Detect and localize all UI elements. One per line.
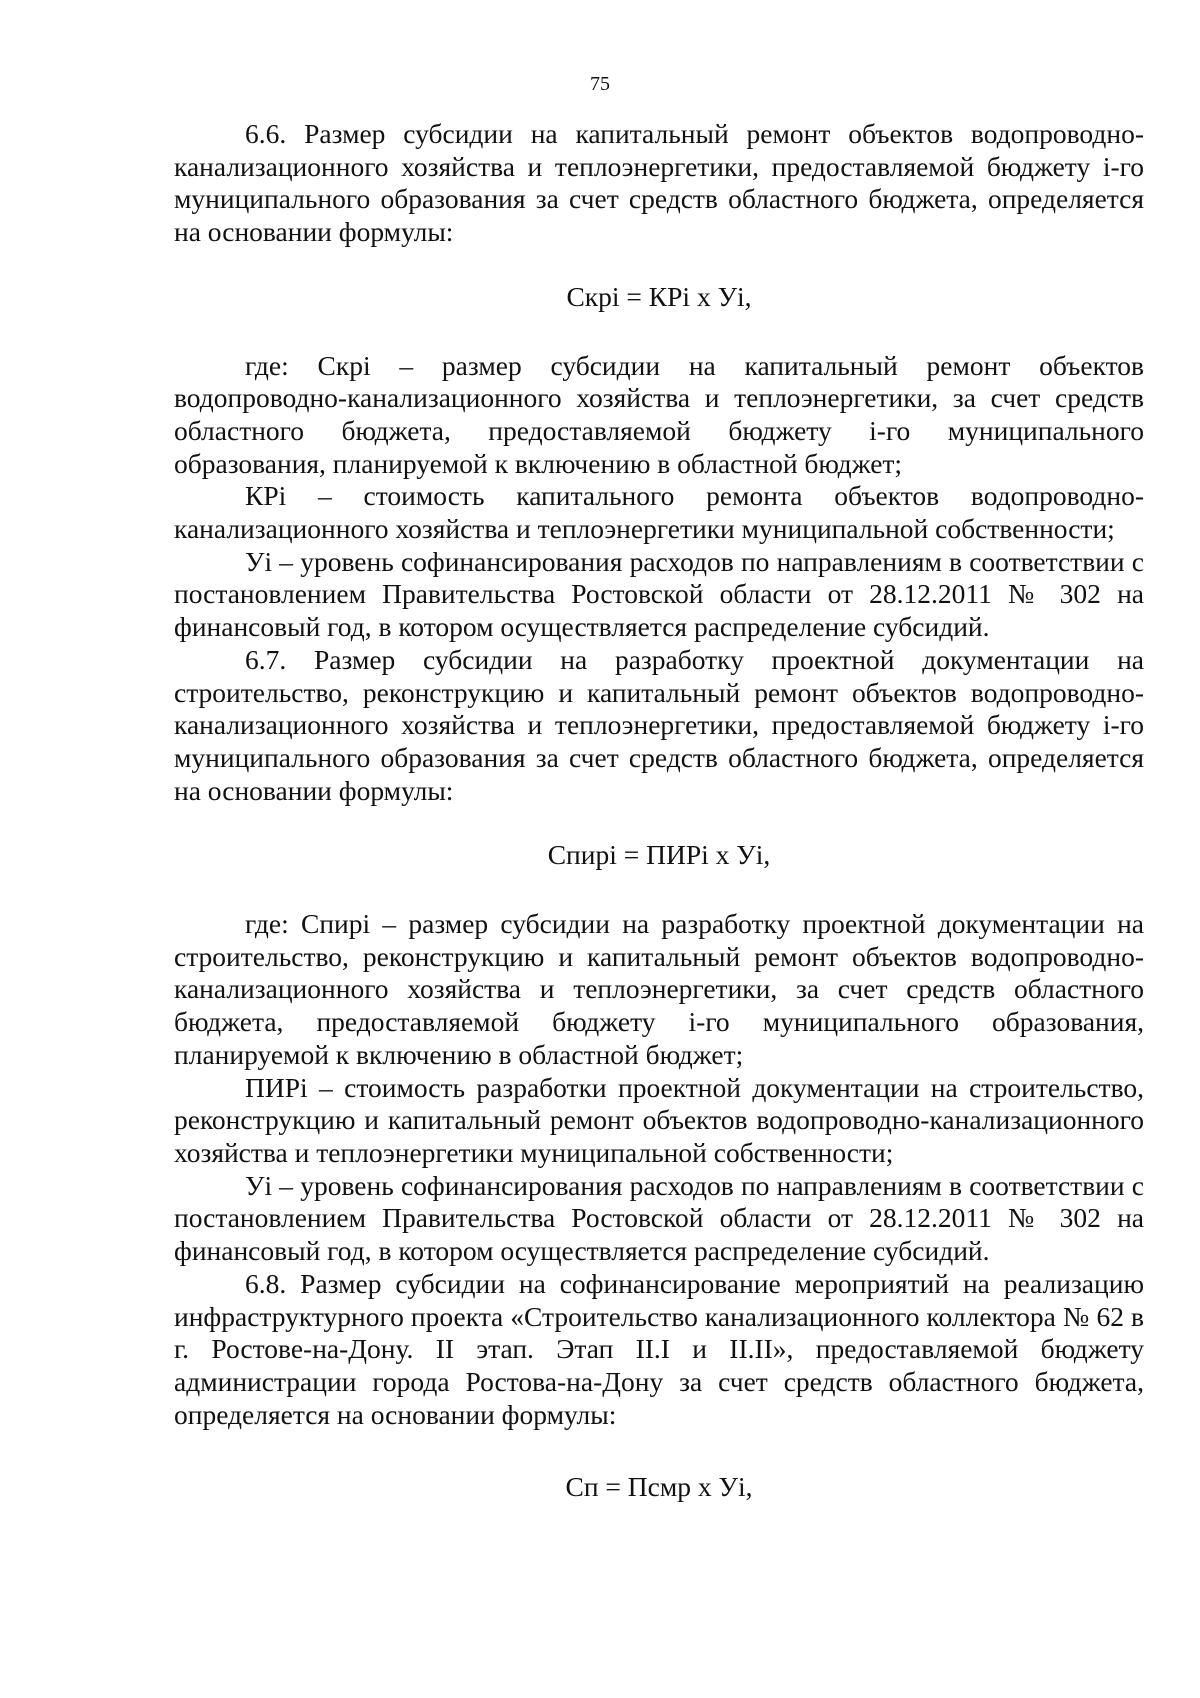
section-6-8-intro: 6.8. Размер субсидии на софинансирование мероприятий на реализацию инфраструктурного проекта «Строительство канализационного коллектора № 62 в г. Ростове-на-Дону. II этап. Этап II.I и II.II», предоставляемой бюджету администрации города Ростова-на-Дону за счет средств областного бюджета, определяется на основании формулы: (174, 1267, 1144, 1430)
section-6-6-def-skri: где: Скрi – размер субсидии на капитальный ремонт объектов водопроводно-канализационного хозяйства и теплоэнергетики, за счет средств областного бюджета, предоставляемой бюджету i-го муниципального образования, планируемой к включению в областной бюджет; (174, 349, 1144, 479)
section-6-7-intro: 6.7. Размер субсидии на разработку проектной документации на строительство, реконструкцию и капитальный ремонт объектов водопроводно-канализационного хозяйства и теплоэнергетики, предоставляемой бюджету i-го муниципального образования за счет средств областного бюджета, определяется на основании формулы: (174, 643, 1144, 806)
formula-6-6: Скрi = КРi х Уi, (566, 280, 752, 312)
page-number: 75 (590, 73, 610, 95)
section-6-7-def-spiri: где: Спирi – размер субсидии на разработку проектной документации на строительство, реконструкцию и капитальный ремонт объектов водопроводно-канализационного хозяйства и теплоэнергетики, за счет средств областного бюджета, предоставляемой бюджету i-го муниципального образования, планируемой к включению в областной бюджет; (174, 908, 1144, 1070)
formula-6-8: Сп = Псмр х Уi, (565, 1471, 753, 1503)
document-body (174, 118, 1144, 1540)
section-6-7-def-piri: ПИРi – стоимость разработки проектной документации на строительство, реконструкцию и капитальный ремонт объектов водопроводно-канализационного хозяйства и теплоэнергетики муниципальной собственности; (174, 1071, 1144, 1168)
section-6-6-def-ui: Уi – уровень софинансирования расходов по направлениям в соответствии с постановлением Правительства Ростовской области от 28.12.2011 № 302 на финансовый год, в котором осуществляется распределение субсидий. (174, 545, 1144, 643)
section-6-6-intro: 6.6. Размер субсидии на капитальный ремонт объектов водопроводно-канализационного хозяйства и теплоэнергетики, предоставляемой бюджету i-го муниципального образования за счет средств областного бюджета, определяется на основании формулы: (174, 118, 1144, 248)
section-6-6-def-kri: КРi – стоимость капитального ремонта объектов водопроводно-канализационного хозяйства и теплоэнергетики муниципальной собственности; (174, 480, 1144, 545)
formula-6-7: Спирi = ПИРi х Уi, (547, 839, 771, 871)
section-6-7-def-ui: Уi – уровень софинансирования расходов по направлениям в соответствии с постановлением Правительства Ростовской области от 28.12.2011 № 302 на финансовый год, в котором осуществляется распределение субсидий. (174, 1169, 1144, 1267)
